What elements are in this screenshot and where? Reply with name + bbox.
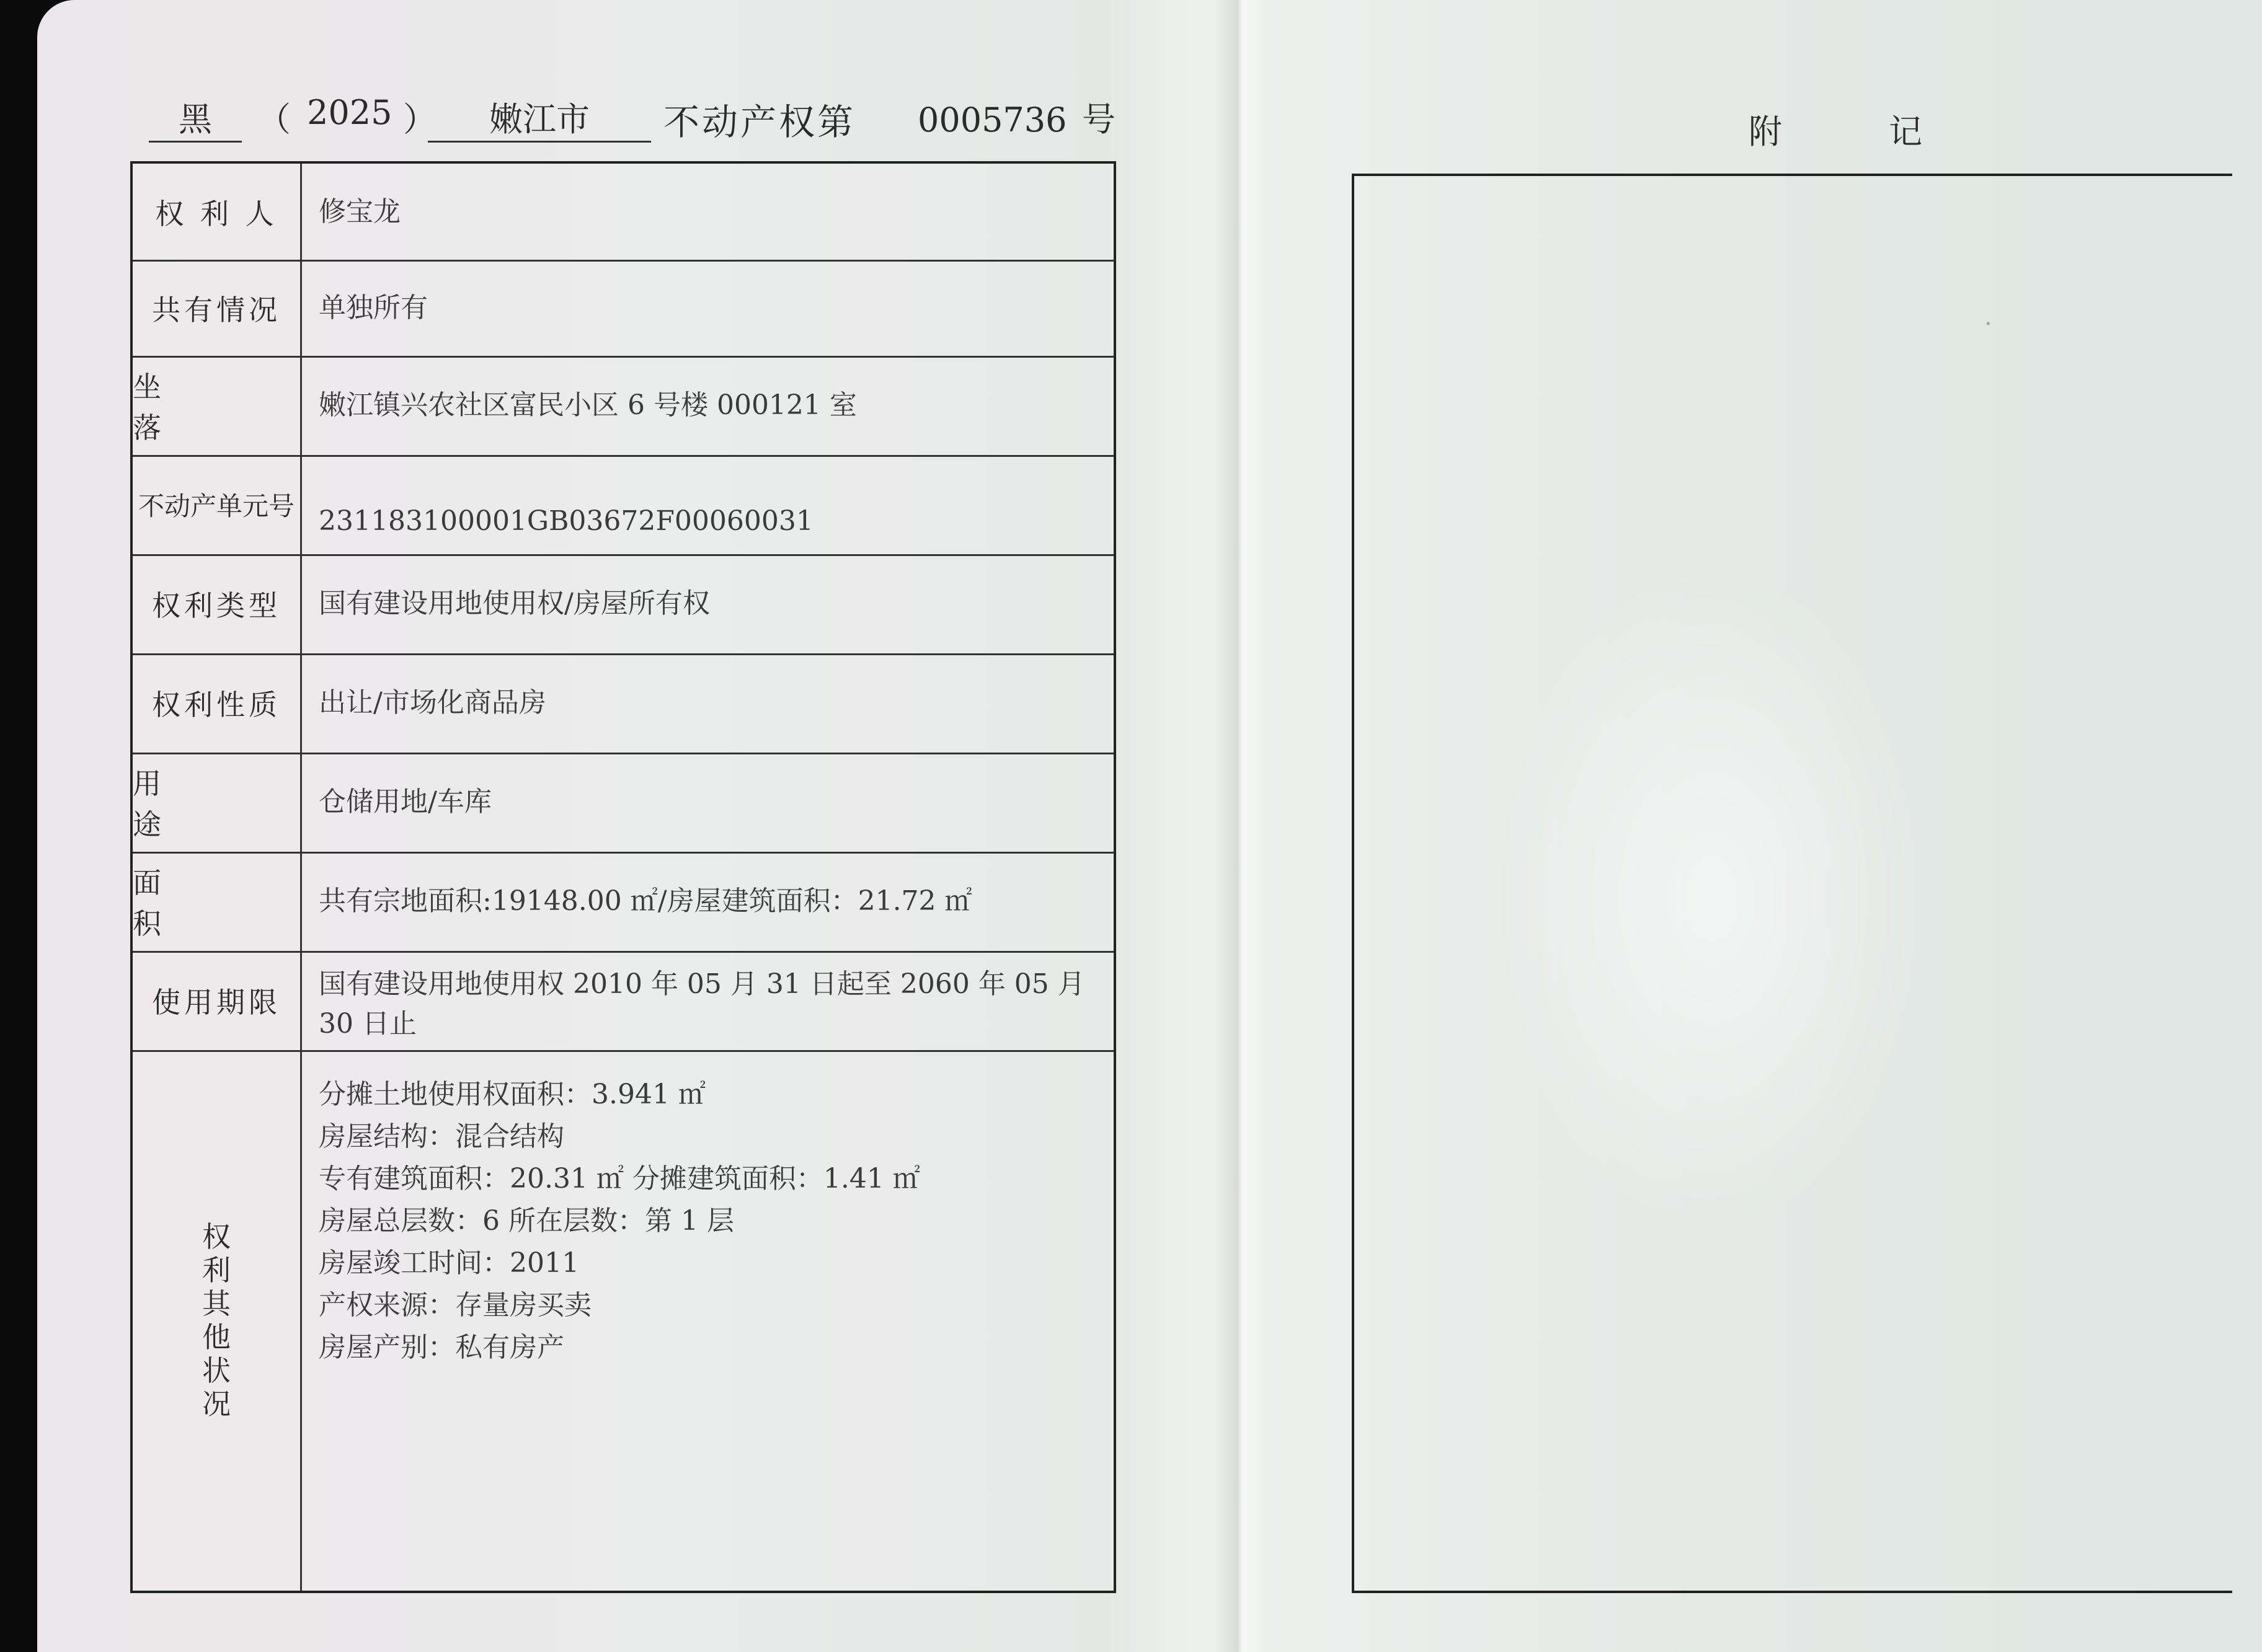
row-value: 国有建设用地使用权 2010 年 05 月 31 日起至 2060 年 05 月 30 日止 [319,968,1085,1040]
notes-title-char: 记 [1889,112,1922,151]
other-details [319,1050,1095,1591]
notes-mark: · [1984,310,1992,338]
row-label: 面 积 [133,852,302,951]
other-line: 房屋总层数：6 所在层数：第 1 层 [319,1205,734,1237]
header-city: 嫩江市 [428,93,651,143]
row-label: 权 利 人 [133,164,302,260]
book-fold [1215,0,1265,1652]
header-region: 黑 [149,93,242,143]
table-row [133,260,1114,358]
header-suffix: 号 [1082,100,1115,139]
row-value: 仓储用地/车库 [319,786,492,818]
row-value: 231183100001GB03672F00060031 [319,505,814,537]
other-label-char: 利 [202,1253,231,1287]
other-line: 房屋产别：私有房产 [319,1332,564,1363]
row-value: 嫩江镇兴农社区富民小区 6 号楼 000121 室 [319,389,857,421]
other-label-char: 其 [202,1287,231,1320]
other-line: 房屋竣工时间：2011 [319,1247,579,1279]
header-paren-open: （ [257,100,291,139]
other-label-char: 况 [202,1387,231,1421]
table-row [133,356,1114,457]
row-value: 单独所有 [319,291,428,324]
table-row [133,951,1114,1052]
table-row [133,852,1114,953]
row-value: 国有建设用地使用权/房屋所有权 [319,588,710,619]
other-label [133,1050,302,1591]
table-row-other [133,1050,1114,1591]
table-row [133,455,1114,556]
property-table [130,161,1116,1593]
table-row [133,753,1114,854]
other-line: 房屋结构：混合结构 [319,1121,564,1152]
header-paren-close: ） [403,100,437,139]
row-label: 不动产单元号 [133,455,302,554]
row-label: 坐 落 [133,356,302,455]
row-label: 共有情况 [133,260,302,356]
header-number: 0005736 [918,100,1067,139]
other-line: 分摊土地使用权面积：3.941 ㎡ [319,1079,706,1110]
other-label-char: 权 [202,1220,231,1253]
row-value: 出让/市场化商品房 [319,687,546,718]
header-year: 2025 [307,93,393,132]
notes-title-char: 附 [1749,112,1782,151]
notes-title [1749,105,1922,153]
header-cert-type: 不动产权第 [663,101,856,143]
row-label: 使用期限 [133,951,302,1050]
row-label: 权利性质 [133,653,302,753]
other-label-char: 他 [202,1320,231,1354]
notes-box [1352,174,2232,1593]
table-row [133,164,1114,262]
table-row [133,653,1114,754]
row-label: 用 途 [133,753,302,852]
row-label: 权利类型 [133,554,302,653]
other-line: 产权来源：存量房买卖 [319,1289,592,1321]
other-line: 专有建筑面积：20.31 ㎡ 分摊建筑面积：1.41 ㎡ [319,1163,920,1195]
table-row [133,554,1114,655]
row-value: 修宝龙 [319,195,401,227]
other-label-char: 状 [202,1354,231,1387]
row-value: 共有宗地面积:19148.00 ㎡/房屋建筑面积：21.72 ㎡ [319,885,972,917]
